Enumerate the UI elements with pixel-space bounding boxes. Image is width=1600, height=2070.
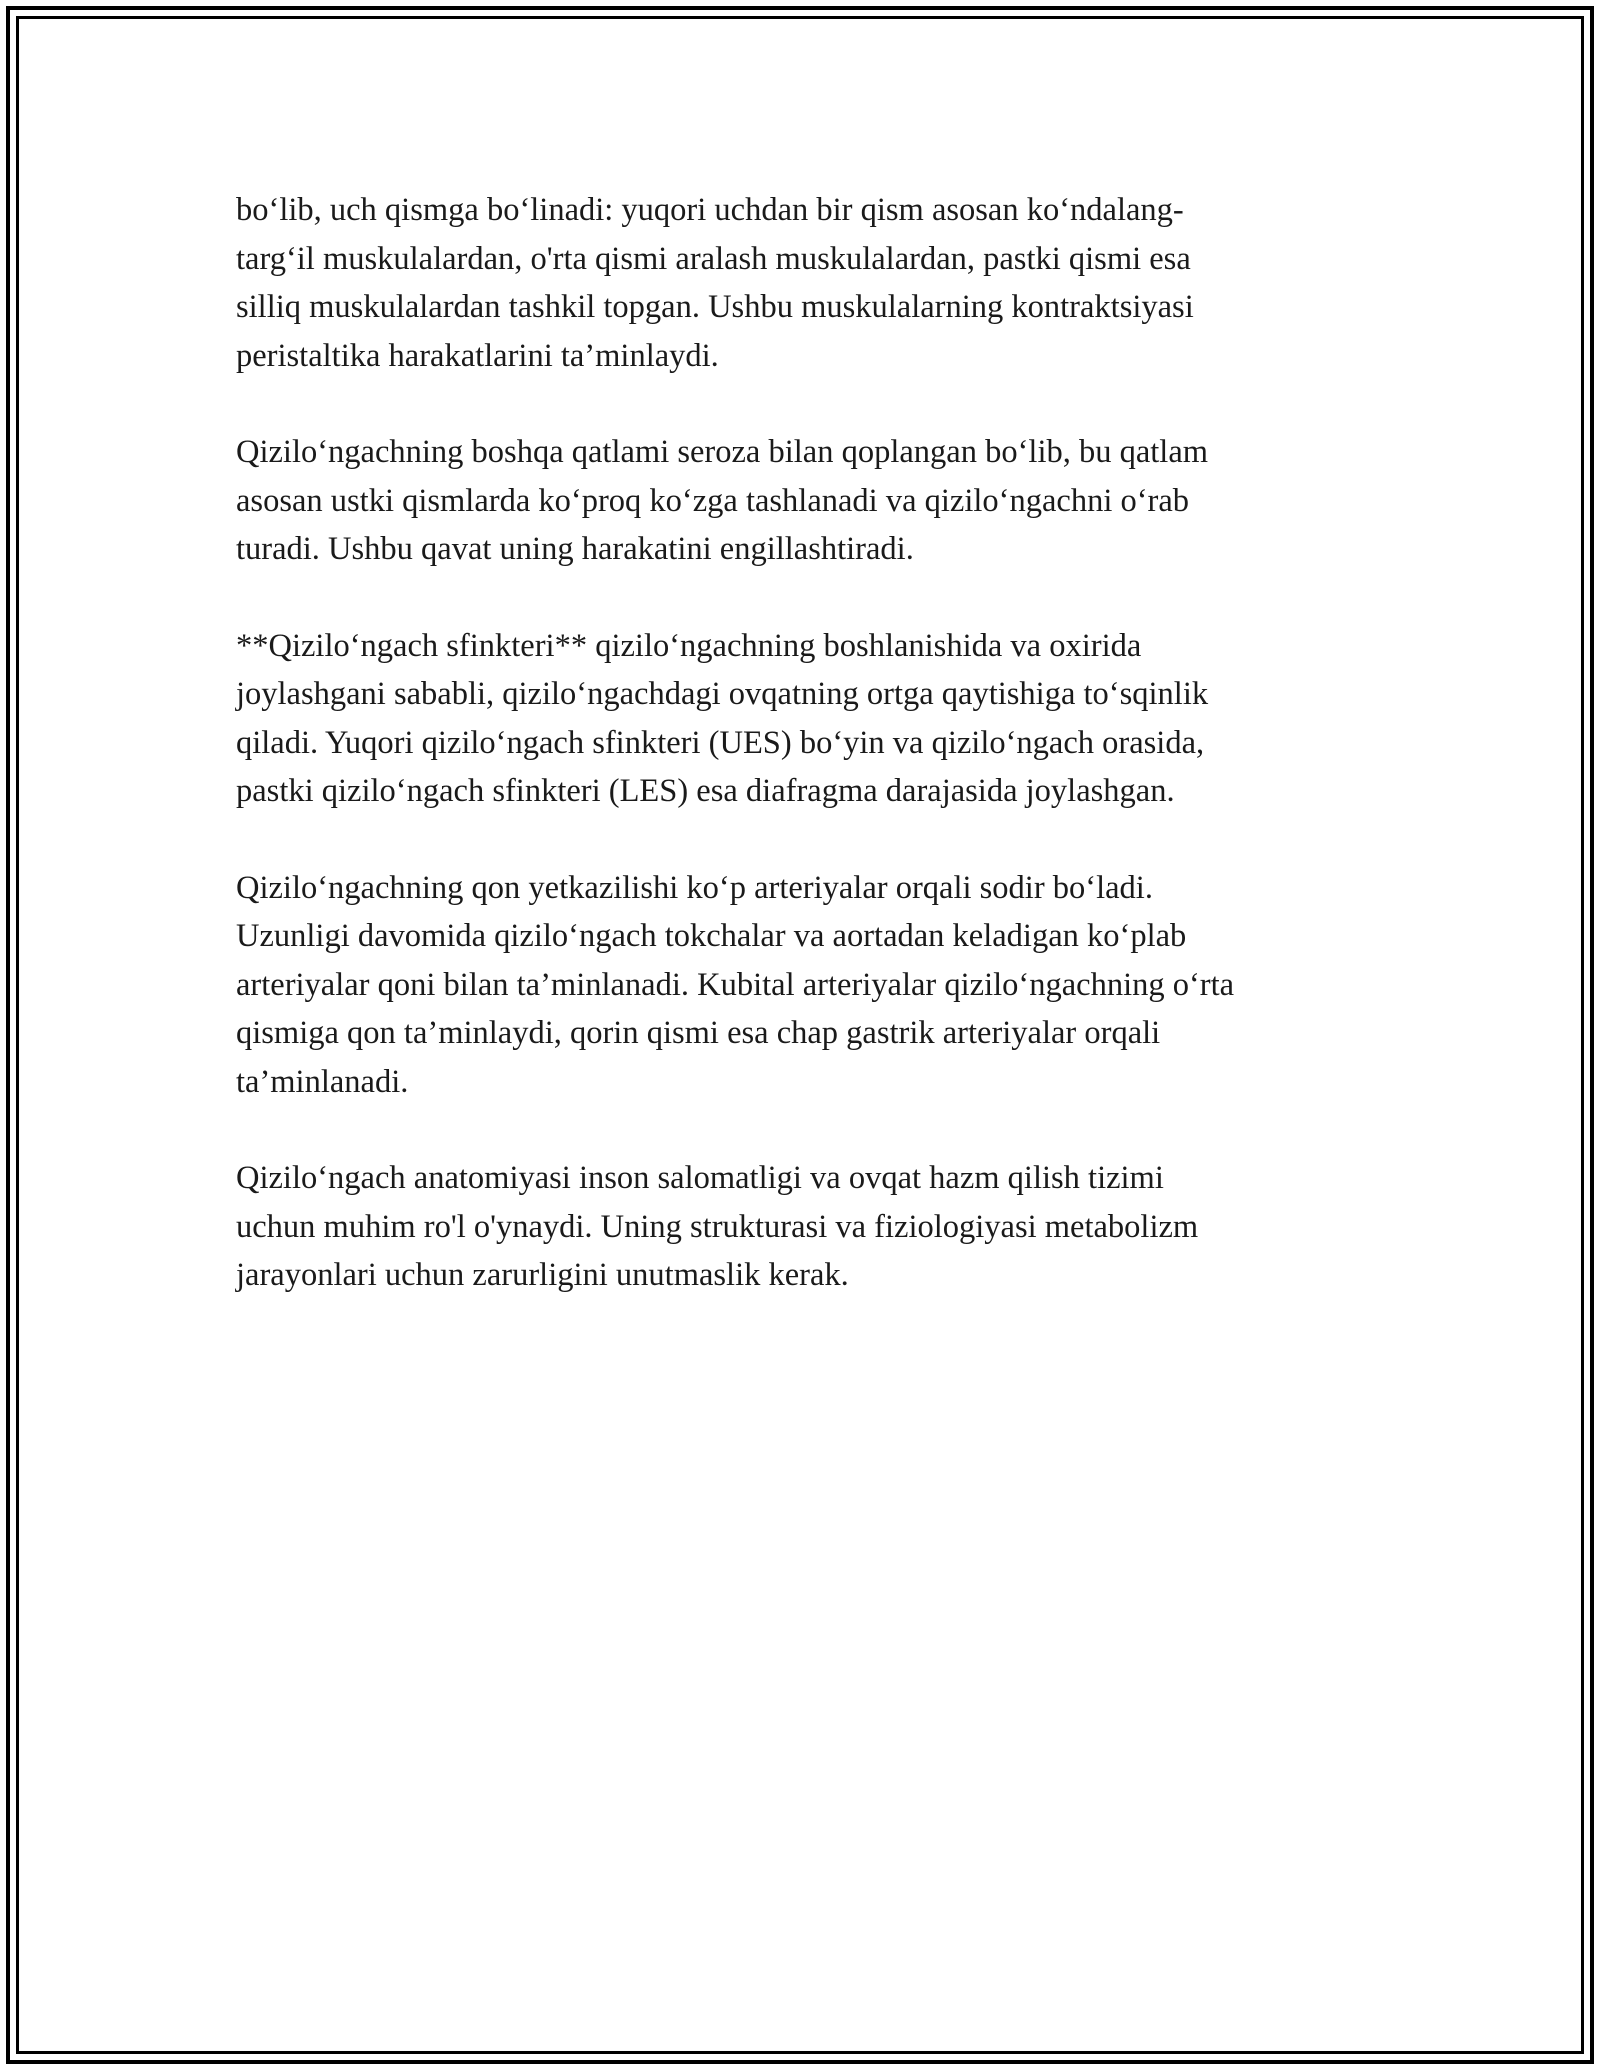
paragraph-muscle-layers: bo‘lib, uch qismga bo‘linadi: yuqori uchdan bir qism asosan ko‘ndalang- targ‘il muskulalardan, o'rta qismi aralash muskulalardan, pastki qismi esa silliq muskulalardan tashkil topgan. Ushbu muskulalarning kontraktsiyasi peristaltika harakatlarini ta’minlaydi.: [236, 192, 1194, 374]
document-body: [236, 186, 1376, 1348]
paragraph-serosa-layer: Qizilo‘ngachning boshqa qatlami seroza bilan qoplangan bo‘lib, bu qatlam asosan ustki qismlarda ko‘proq ko‘zga tashlanadi va qizilo‘ngachni o‘rab turadi. Ushbu qavat uning harakatini engillashtiradi.: [236, 434, 1209, 567]
paragraph-sphincters: **Qizilo‘ngach sfinkteri** qizilo‘ngachning boshlanishida va oxirida joylashgani sababli, qizilo‘ngachdagi ovqatning ortga qaytishiga to‘sqinlik qiladi. Yuqori qizilo‘ngach sfinkteri (UES) bo‘yin va qizilo‘ngach orasida, pastki qizilo‘ngach sfinkteri (LES) esa diafragma darajasida joylashgan.: [236, 627, 1209, 809]
paragraph-conclusion: Qizilo‘ngach anatomiyasi inson salomatligi va ovqat hazm qilish tizimi uchun muhim ro'l o'ynaydi. Uning strukturasi va fiziologiyasi metabolizm jarayonlari uchun zarurligini unutmaslik kerak.: [236, 1160, 1199, 1293]
paragraph-blood-supply: Qizilo‘ngachning qon yetkazilishi ko‘p arteriyalar orqali sodir bo‘ladi. Uzunligi davomida qizilo‘ngach tokchalar va aortadan keladigan ko‘plab arteriyalar qoni bilan ta’minlanadi. Kubital arteriyalar qizilo‘ngachning o‘rta qismiga qon ta’minlaydi, qorin qismi esa chap gastrik arteriyalar orqali ta’minlanadi.: [236, 869, 1235, 1100]
